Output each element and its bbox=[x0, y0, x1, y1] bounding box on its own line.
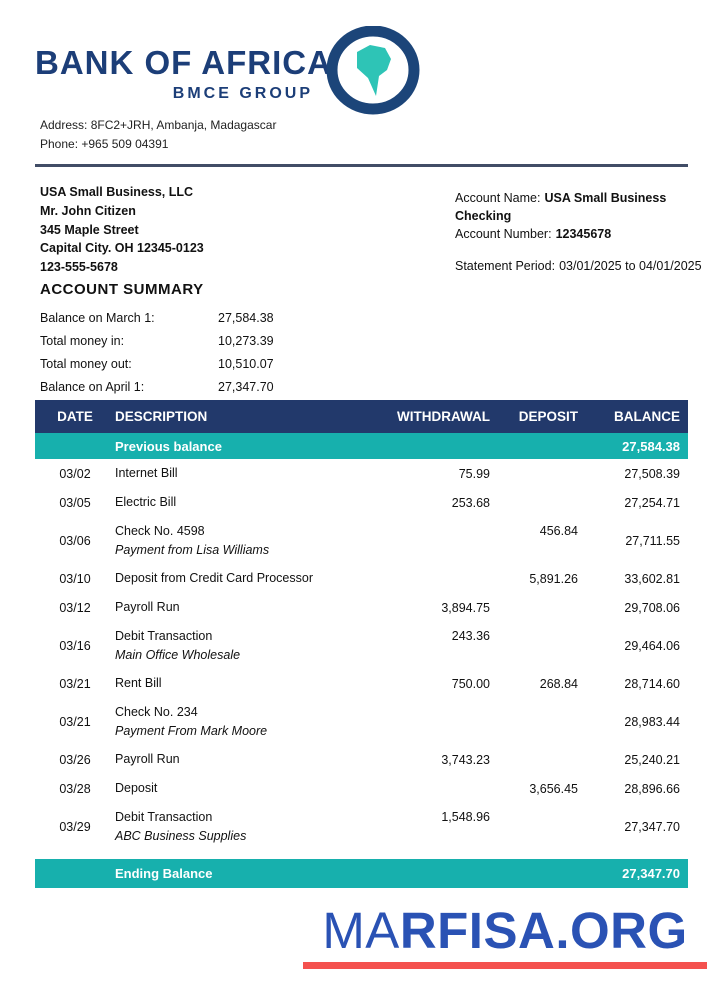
txn-balance: 27,347.70 bbox=[624, 819, 680, 834]
txn-description-main: Payroll Run bbox=[115, 752, 180, 766]
summary-label: Balance on April 1: bbox=[40, 380, 145, 394]
txn-description bbox=[115, 488, 345, 517]
txn-deposit: 456.84 bbox=[539, 524, 578, 538]
txn-balance: 28,896.66 bbox=[624, 781, 680, 796]
summary-label: Balance on March 1: bbox=[40, 311, 155, 325]
txn-deposit bbox=[492, 745, 580, 774]
customer-phone: 123-555-5678 bbox=[40, 260, 118, 274]
txn-description-main: Deposit from Credit Card Processor bbox=[115, 571, 313, 585]
bank-name-logo-text: BANK OF AFRICA bbox=[35, 44, 332, 81]
column-header-date: DATE bbox=[35, 400, 115, 433]
summary-value: 27,584.38 bbox=[218, 311, 274, 325]
txn-deposit bbox=[492, 698, 580, 745]
bank-address: Address: 8FC2+JRH, Ambanja, Madagascar bbox=[40, 118, 277, 132]
txn-withdrawal: 253.68 bbox=[451, 495, 490, 510]
statement-period-line bbox=[455, 257, 703, 275]
ending-balance-label: Ending Balance bbox=[115, 866, 213, 881]
marfisa-wordmark bbox=[303, 902, 707, 959]
txn-withdrawal: 1,548.96 bbox=[441, 810, 490, 824]
txn-date: 03/29 bbox=[59, 819, 91, 834]
account-name-value: USA Small Business Checking bbox=[455, 191, 667, 224]
summary-value: 10,510.07 bbox=[218, 357, 274, 371]
summary-row bbox=[40, 353, 274, 376]
empty-cell bbox=[492, 433, 580, 459]
txn-date: 03/16 bbox=[59, 638, 91, 653]
transaction-row bbox=[35, 774, 688, 803]
transaction-row bbox=[35, 488, 688, 517]
txn-withdrawal bbox=[345, 517, 492, 564]
account-number-line bbox=[455, 225, 703, 243]
statement-period-label: Statement Period: bbox=[455, 259, 556, 274]
summary-label: Total money in: bbox=[40, 334, 125, 348]
txn-description-detail: Payment from Lisa Williams bbox=[115, 542, 270, 557]
column-header-description: DESCRIPTION bbox=[115, 400, 345, 433]
ending-balance-row bbox=[35, 859, 688, 888]
bank-contact-block bbox=[40, 116, 276, 154]
txn-description-detail: ABC Business Supplies bbox=[115, 828, 247, 843]
customer-company: USA Small Business, LLC bbox=[40, 185, 194, 199]
empty-cell bbox=[345, 433, 492, 459]
summary-value: 10,273.39 bbox=[218, 334, 274, 348]
wordmark-prefix: MA bbox=[322, 902, 400, 959]
txn-description-main: Electric Bill bbox=[115, 495, 177, 509]
summary-value: 27,347.70 bbox=[218, 380, 274, 394]
txn-balance: 29,708.06 bbox=[624, 600, 680, 615]
txn-description bbox=[115, 517, 345, 564]
empty-cell bbox=[35, 433, 115, 459]
txn-deposit bbox=[492, 622, 580, 669]
txn-deposit: 268.84 bbox=[539, 676, 578, 691]
ending-balance-value: 27,347.70 bbox=[622, 866, 680, 881]
txn-withdrawal: 75.99 bbox=[458, 466, 490, 481]
statement-period-value: 03/01/2025 to 04/01/2025 bbox=[559, 259, 702, 274]
account-summary-table bbox=[40, 307, 274, 399]
account-number-value: 12345678 bbox=[555, 227, 612, 242]
txn-withdrawal bbox=[345, 774, 492, 803]
column-header-withdrawal: WITHDRAWAL bbox=[345, 400, 492, 433]
transaction-row bbox=[35, 593, 688, 622]
txn-description-main: Check No. 4598 bbox=[115, 523, 205, 538]
txn-date: 03/10 bbox=[59, 571, 91, 586]
transaction-row bbox=[35, 803, 688, 850]
transactions-table bbox=[35, 400, 688, 850]
txn-date: 03/02 bbox=[59, 466, 91, 481]
txn-withdrawal: 243.36 bbox=[451, 629, 490, 643]
transaction-row bbox=[35, 745, 688, 774]
summary-row bbox=[40, 376, 274, 399]
txn-description-main: Debit Transaction bbox=[115, 809, 213, 824]
transaction-row bbox=[35, 564, 688, 593]
table-header-row bbox=[35, 400, 688, 433]
txn-deposit bbox=[492, 459, 580, 488]
txn-withdrawal: 3,743.23 bbox=[441, 752, 490, 767]
site-footer-logo bbox=[303, 902, 707, 969]
customer-street: 345 Maple Street bbox=[40, 222, 139, 237]
summary-row bbox=[40, 307, 274, 330]
txn-balance: 28,983.44 bbox=[624, 714, 680, 729]
txn-balance: 33,602.81 bbox=[624, 571, 680, 586]
customer-city: Capital City. OH 12345-0123 bbox=[40, 241, 204, 256]
txn-date: 03/12 bbox=[59, 600, 91, 615]
txn-withdrawal: 750.00 bbox=[451, 676, 490, 691]
account-info-block bbox=[455, 189, 703, 276]
column-header-deposit: DEPOSIT bbox=[492, 400, 580, 433]
txn-deposit bbox=[492, 488, 580, 517]
txn-description bbox=[115, 622, 345, 669]
txn-balance: 27,254.71 bbox=[624, 495, 680, 510]
txn-description-main: Rent Bill bbox=[115, 676, 162, 690]
txn-description-main: Internet Bill bbox=[115, 466, 178, 480]
africa-globe-logo-icon bbox=[324, 26, 424, 116]
transaction-row bbox=[35, 698, 688, 745]
txn-withdrawal bbox=[345, 564, 492, 593]
txn-date: 03/06 bbox=[59, 533, 91, 548]
txn-description-main: Check No. 234 bbox=[115, 704, 198, 719]
txn-description bbox=[115, 698, 345, 745]
customer-name: Mr. John Citizen bbox=[40, 203, 136, 218]
summary-row bbox=[40, 330, 274, 353]
transaction-row bbox=[35, 669, 688, 698]
transaction-row bbox=[35, 459, 688, 488]
bank-group-text: BMCE GROUP bbox=[172, 85, 313, 102]
txn-balance: 28,714.60 bbox=[624, 676, 680, 691]
txn-withdrawal: 3,894.75 bbox=[441, 600, 490, 615]
txn-balance: 27,508.39 bbox=[624, 466, 680, 481]
header-divider bbox=[35, 164, 688, 167]
txn-deposit: 3,656.45 bbox=[529, 781, 578, 796]
wordmark-suffix: RFISA.ORG bbox=[399, 902, 688, 959]
txn-description bbox=[115, 459, 345, 488]
account-number-label: Account Number: bbox=[455, 227, 552, 242]
txn-description bbox=[115, 803, 345, 850]
footer-underline bbox=[303, 962, 707, 969]
txn-description-detail: Payment From Mark Moore bbox=[115, 723, 268, 738]
bank-brand bbox=[35, 44, 332, 103]
txn-deposit bbox=[492, 803, 580, 850]
txn-date: 03/21 bbox=[59, 676, 91, 691]
previous-balance-value: 27,584.38 bbox=[580, 433, 688, 459]
txn-date: 03/26 bbox=[59, 752, 91, 767]
transaction-row bbox=[35, 622, 688, 669]
txn-deposit: 5,891.26 bbox=[529, 571, 578, 586]
account-name-line bbox=[455, 189, 703, 225]
txn-description bbox=[115, 745, 345, 774]
txn-description bbox=[115, 593, 345, 622]
txn-withdrawal bbox=[345, 698, 492, 745]
bank-phone: Phone: +965 509 04391 bbox=[40, 137, 169, 152]
txn-date: 03/21 bbox=[59, 714, 91, 729]
txn-balance: 29,464.06 bbox=[624, 638, 680, 653]
column-header-balance: BALANCE bbox=[580, 400, 688, 433]
txn-description bbox=[115, 774, 345, 803]
transaction-row bbox=[35, 517, 688, 564]
transactions-section bbox=[35, 400, 688, 888]
txn-description-detail: Main Office Wholesale bbox=[115, 647, 241, 662]
txn-description-main: Payroll Run bbox=[115, 600, 180, 614]
account-summary-title: ACCOUNT SUMMARY bbox=[40, 281, 204, 298]
txn-deposit bbox=[492, 593, 580, 622]
account-name-label: Account Name: bbox=[455, 191, 541, 205]
txn-balance: 25,240.21 bbox=[624, 752, 680, 767]
txn-date: 03/05 bbox=[59, 495, 91, 510]
txn-description-main: Debit Transaction bbox=[115, 628, 213, 643]
previous-balance-row bbox=[35, 433, 688, 459]
txn-description bbox=[115, 669, 345, 698]
txn-description bbox=[115, 564, 345, 593]
previous-balance-label: Previous balance bbox=[115, 433, 345, 459]
txn-date: 03/28 bbox=[59, 781, 91, 796]
txn-balance: 27,711.55 bbox=[625, 533, 680, 548]
txn-description-main: Deposit bbox=[115, 781, 158, 795]
summary-label: Total money out: bbox=[40, 357, 132, 371]
customer-address-block bbox=[40, 183, 204, 277]
